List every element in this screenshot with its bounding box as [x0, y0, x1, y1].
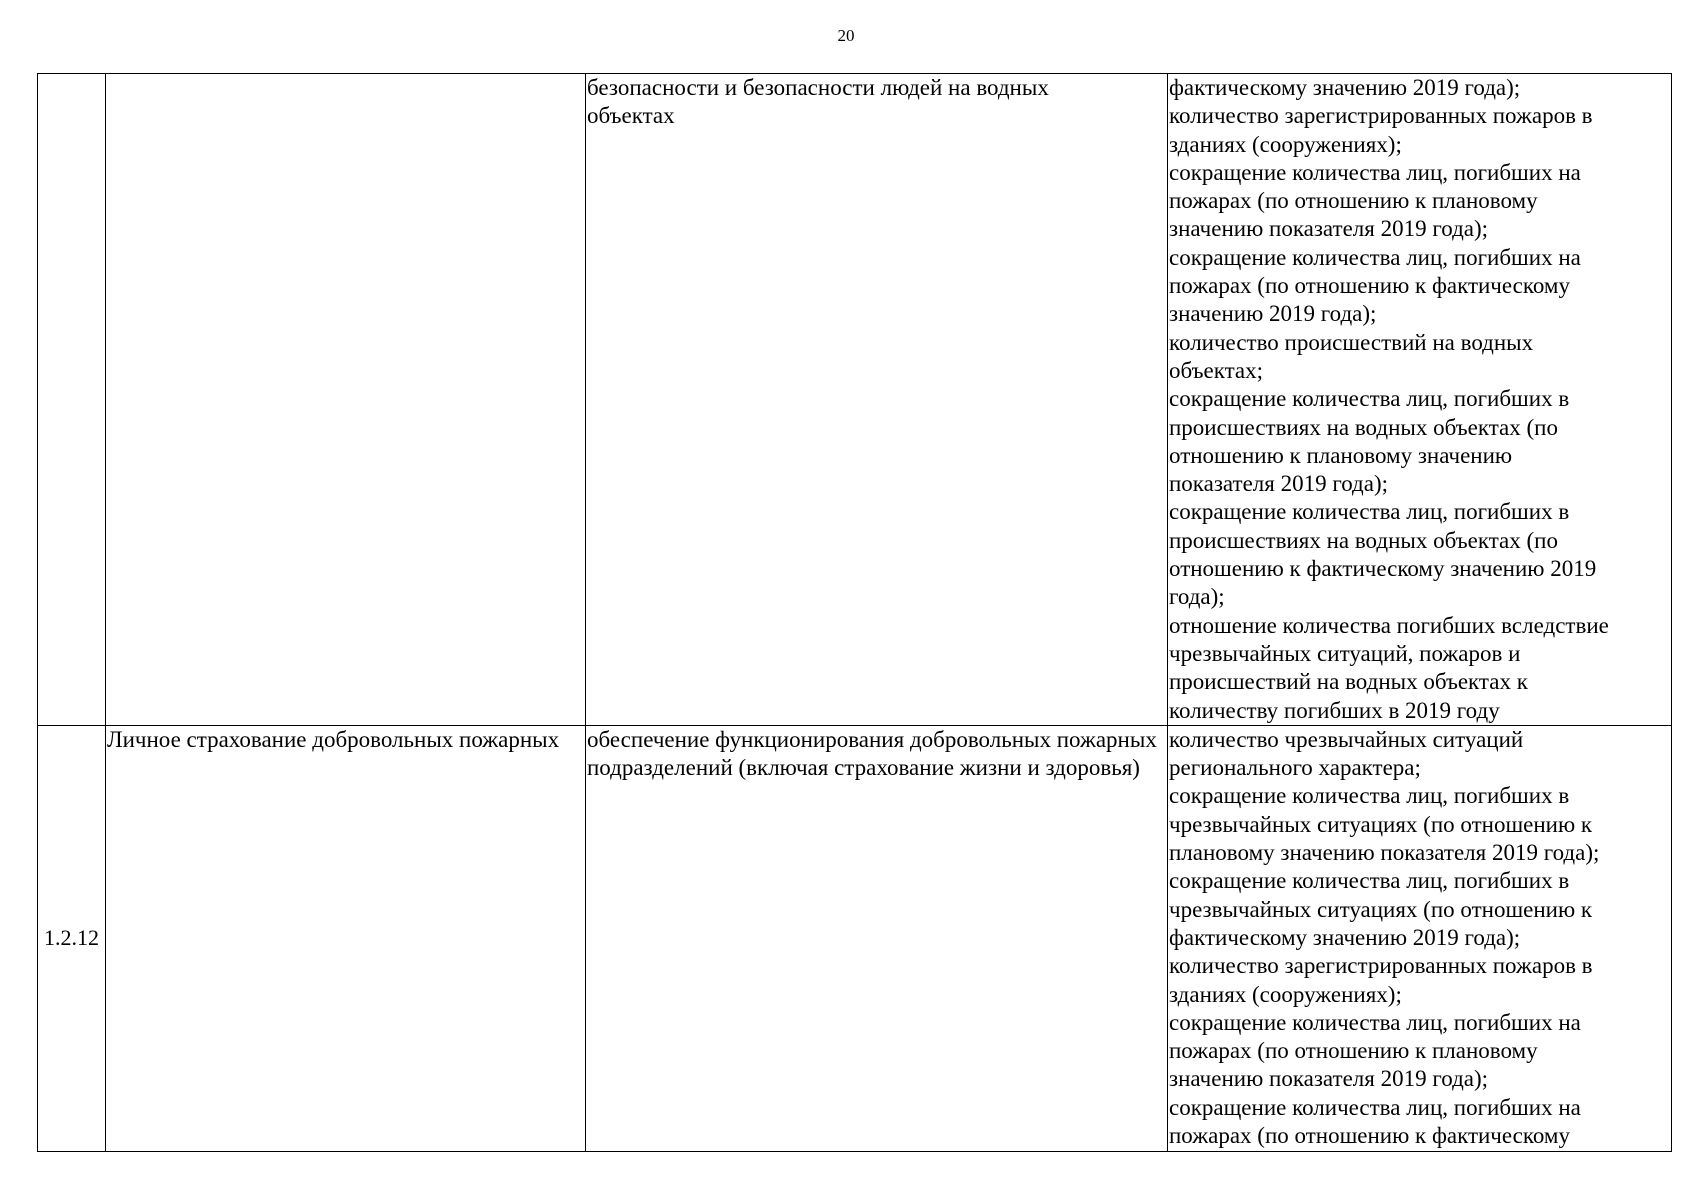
indicator-line: фактическому значению 2019 года); [1169, 924, 1521, 950]
indicator-line: значению 2019 года); [1169, 301, 1377, 327]
indicator-line: отношению к фактическому значению 2019 [1169, 556, 1597, 582]
row-number-cell: 1.2.12 [38, 725, 106, 1151]
indicator-line: чрезвычайных ситуациях (по отношению к [1169, 896, 1593, 922]
indicator-line: количество зарегистрированных пожаров в [1169, 103, 1593, 129]
indicator-line: пожарах (по отношению к плановому [1169, 1038, 1538, 1064]
indicator-line: сокращение количества лиц, погибших в [1169, 386, 1570, 412]
indicator-line: чрезвычайных ситуаций, пожаров и [1169, 640, 1521, 666]
indicator-line: зданиях (сооружениях); [1169, 131, 1402, 157]
indicators-cell [1168, 74, 1672, 726]
page-number: 20 [837, 26, 855, 45]
indicator-line: объектах; [1169, 357, 1264, 383]
indicator-line: количество зарегистрированных пожаров в [1169, 953, 1593, 979]
task-text: обеспечение функционирования добровольных пожарных подразделений (включая страхование жизни и здоровья) [587, 726, 1157, 781]
indicator-line: значению показателя 2019 года); [1169, 1066, 1489, 1092]
event-name-text: Личное страхование добровольных пожарных [107, 726, 560, 752]
indicator-line: сокращение количества лиц, погибших в [1169, 868, 1570, 894]
task-cell [586, 725, 1168, 1151]
indicator-line: сокращение количества лиц, погибших на [1169, 1094, 1581, 1120]
program-table [37, 73, 1672, 1152]
indicator-line: сокращение количества лиц, погибших на [1169, 1009, 1581, 1035]
indicator-line: сокращение количества лиц, погибших в [1169, 499, 1570, 525]
indicator-line: отношение количества погибших вследствие [1169, 612, 1609, 638]
indicator-line: показателя 2019 года); [1169, 471, 1389, 497]
table-row [38, 74, 1672, 726]
indicator-line: года); [1169, 584, 1225, 610]
event-name-cell [106, 74, 586, 726]
indicator-line: сокращение количества лиц, погибших на [1169, 244, 1581, 270]
indicator-line: сокращение количества лиц, погибших на [1169, 159, 1581, 185]
row-number-cell [38, 74, 106, 726]
indicator-line: происшествиях на водных объектах (по [1169, 414, 1558, 440]
indicator-line: количество чрезвычайных ситуаций [1169, 726, 1524, 752]
indicator-line: отношению к плановому значению [1169, 442, 1513, 468]
indicator-line: количеству погибших в 2019 году [1169, 697, 1500, 723]
indicator-line: происшествий на водных объектах к [1169, 669, 1528, 695]
indicator-line: количество происшествий на водных [1169, 329, 1534, 355]
indicator-line: сокращение количества лиц, погибших в [1169, 783, 1570, 809]
indicator-line: фактическому значению 2019 года); [1169, 75, 1521, 100]
indicator-line: пожарах (по отношению к плановому [1169, 188, 1538, 214]
indicator-line: пожарах (по отношению к фактическому [1169, 1122, 1570, 1148]
indicator-line: зданиях (сооружениях); [1169, 981, 1402, 1007]
event-name-cell [106, 725, 586, 1151]
indicator-line: пожарах (по отношению к фактическому [1169, 273, 1570, 299]
indicator-line: чрезвычайных ситуациях (по отношению к [1169, 811, 1593, 837]
indicator-line: значению показателя 2019 года); [1169, 216, 1489, 242]
indicators-cell [1168, 725, 1672, 1151]
table-row [38, 725, 1672, 1151]
task-text: безопасности и безопасности людей на водных объектах [587, 75, 1049, 129]
indicator-line: регионального характера; [1169, 755, 1421, 781]
indicator-line: плановому значению показателя 2019 года); [1169, 840, 1600, 866]
task-cell [586, 74, 1168, 726]
indicator-line: происшествиях на водных объектах (по [1169, 527, 1558, 553]
